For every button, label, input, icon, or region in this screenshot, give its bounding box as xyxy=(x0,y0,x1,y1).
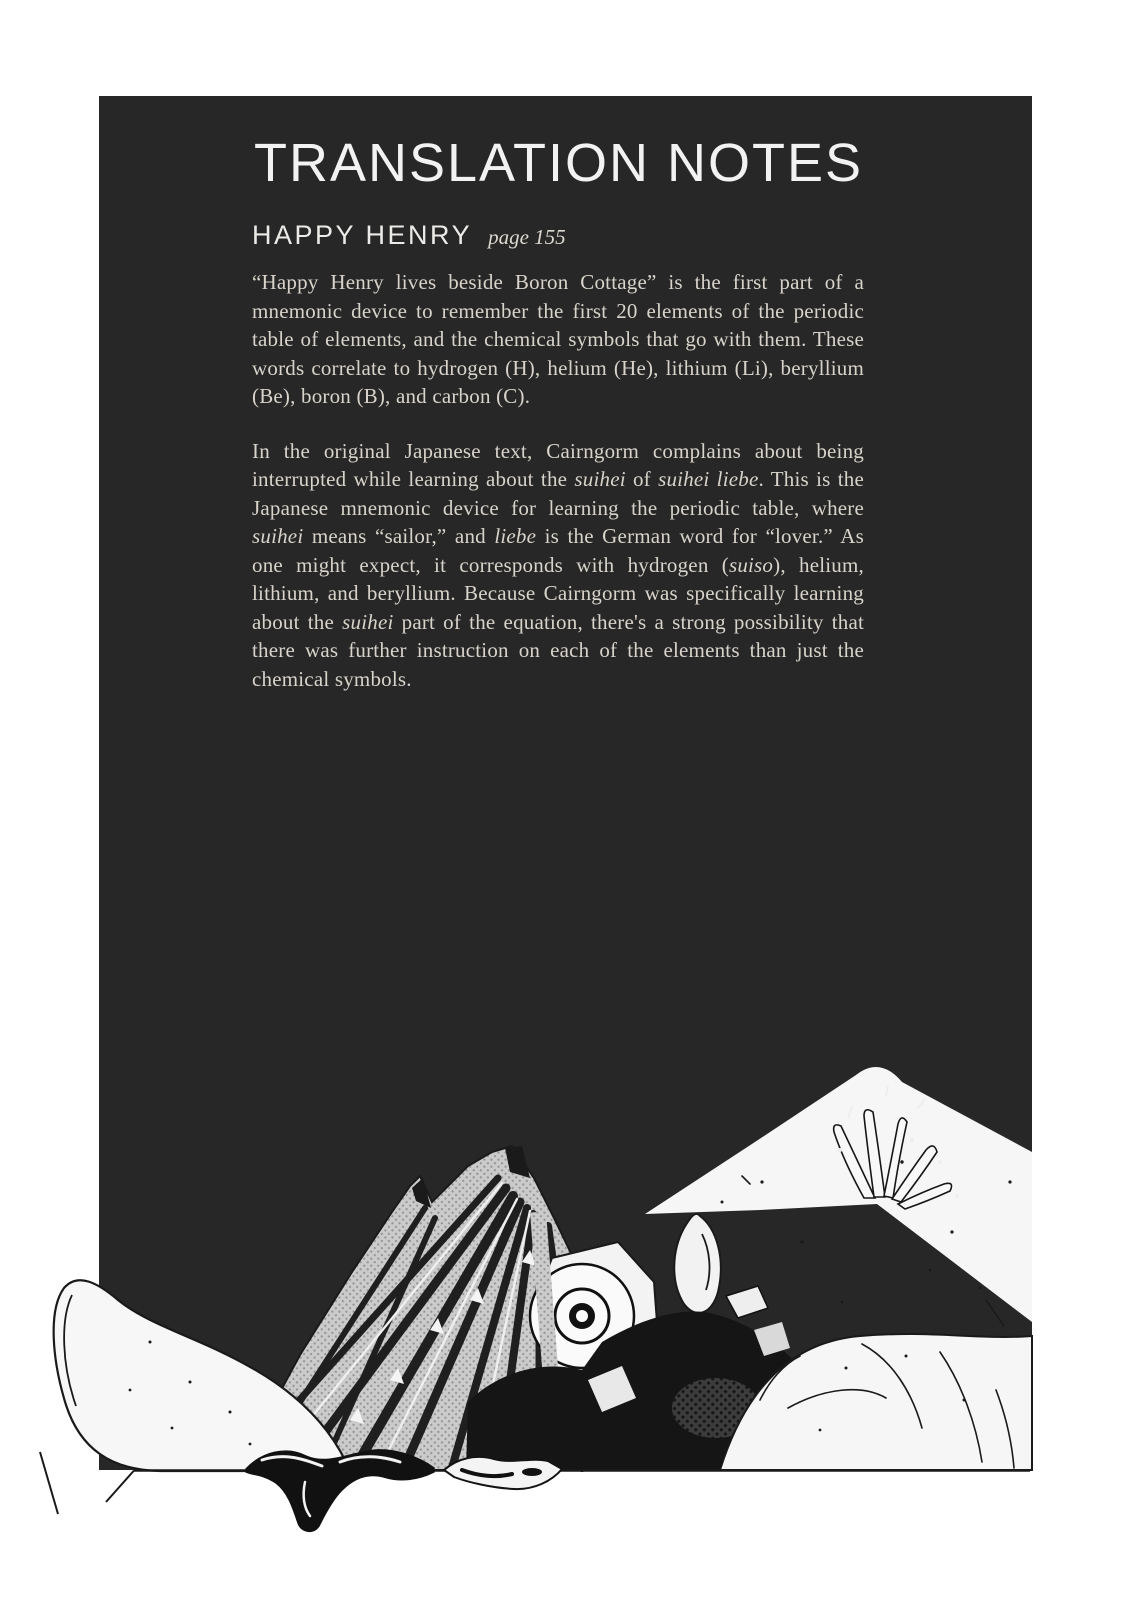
ground-line xyxy=(106,1471,1030,1503)
translation-notes-content xyxy=(252,133,865,719)
note-page-reference: page 155 xyxy=(488,225,566,249)
note-paragraph-2: In the original Japanese text, Cairngorm complains about being interrupted while learning about the suihei of suihei liebe. This is the Japanese mnemonic device for learning the periodic table, where suihei means “sailor,” and liebe is the German word for “lover.” As one might expect, it corresponds with hydrogen (suiso), helium, lithium, and beryllium. Because Cairngorm was specifically learning about the suihei part of the equation, there's a strong possibility that there was further instruction on each of the elements than just the chemical symbols. xyxy=(252,438,865,691)
page-title: TRANSLATION NOTES xyxy=(254,133,864,193)
note-heading-row xyxy=(252,222,864,250)
note-heading: HAPPY HENRY xyxy=(252,220,473,250)
note-paragraph-1: “Happy Henry lives beside Boron Cottage” is the first part of a mnemonic device to remember the first 20 elements of the periodic table of elements, and the chemical symbols that go with them. These words correlate to hydrogen (H), helium (He), lithium (Li), beryllium (Be), boron (B), and carbon (C). xyxy=(252,270,864,408)
molten-drips xyxy=(246,1450,562,1531)
